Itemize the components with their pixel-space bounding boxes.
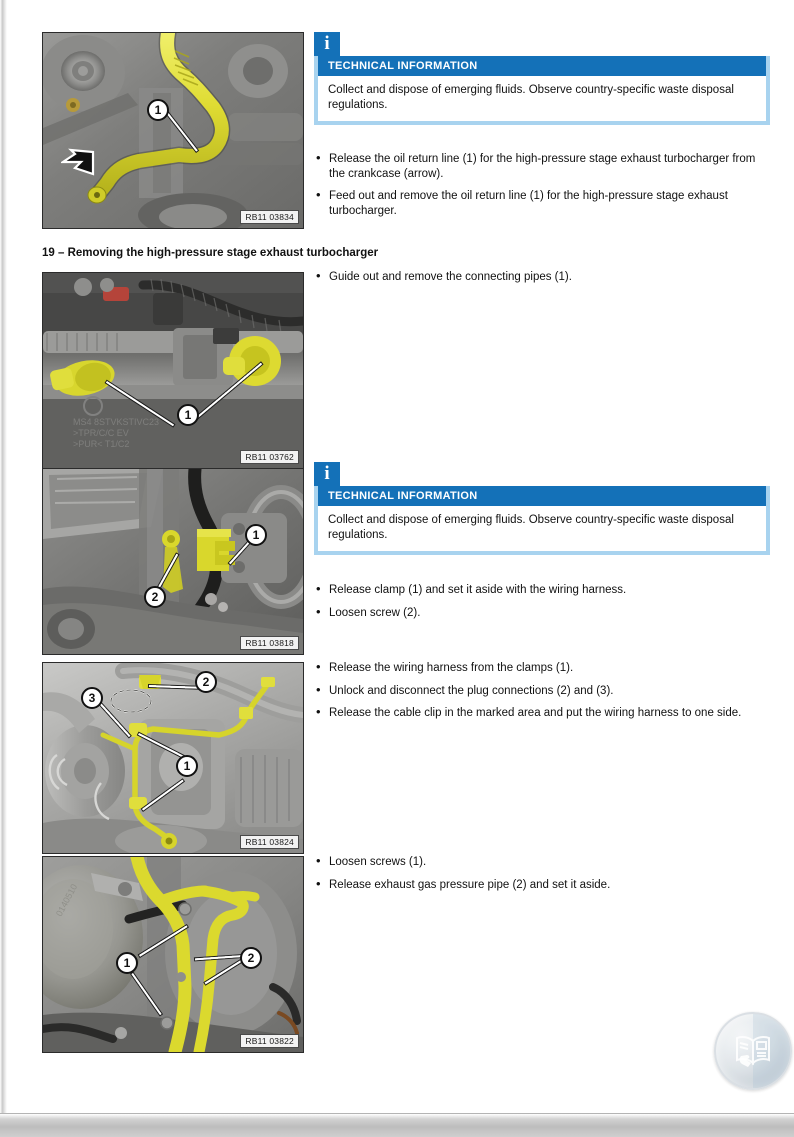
figure-1[interactable] xyxy=(42,32,304,229)
list-item: • Release the oil return line (1) for the high-pressure stage exhaust turbocharger from the crankcase (arrow). xyxy=(314,152,770,181)
info-box-2-body: Collect and dispose of emerging fluids. Observe country-specific waste disposal regulations. xyxy=(318,506,766,551)
figure-5-callout-2: 2 xyxy=(240,947,262,969)
list-item: • Release the wiring harness from the clamps (1). xyxy=(314,661,770,676)
figure-4[interactable] xyxy=(42,662,304,854)
list-item: • Release exhaust gas pressure pipe (2) and set it aside. xyxy=(314,878,770,893)
bullet-list-1 xyxy=(314,152,770,218)
figure-3[interactable] xyxy=(42,468,304,655)
svg-text:>PUR< T1/C2: >PUR< T1/C2 xyxy=(73,439,130,449)
bullet-list-3 xyxy=(314,583,770,620)
book-hand-icon xyxy=(730,1032,776,1070)
figure-1-photo xyxy=(43,33,303,228)
info-box-1-body: Collect and dispose of emerging fluids. Observe country-specific waste disposal regulations. xyxy=(318,76,766,121)
figure-4-caption: RB11 03824 xyxy=(240,835,299,849)
technical-information-box-1 xyxy=(314,32,770,125)
info-box-1-title: TECHNICAL INFORMATION xyxy=(318,56,766,76)
figure-3-callout-1: 1 xyxy=(245,524,267,546)
bullet-list-2-wrap xyxy=(314,270,770,293)
figure-1-caption: RB11 03834 xyxy=(240,210,299,224)
svg-text:>TPR/C/C EV: >TPR/C/C EV xyxy=(73,428,129,438)
bullet-list-5 xyxy=(314,855,770,892)
figure-2-photo xyxy=(43,273,303,468)
bullet-list-1-wrap xyxy=(314,152,770,226)
figure-5-photo xyxy=(43,857,303,1052)
figure-2-callout-1: 1 xyxy=(177,404,199,426)
information-i-icon: i xyxy=(314,462,340,486)
manual-book-watermark xyxy=(714,1012,792,1090)
figure-2[interactable] xyxy=(42,272,304,469)
page-title: 19 – Removing the high-pressure stage exhaust turbocharger xyxy=(42,247,379,259)
figure-3-caption: RB11 03818 xyxy=(240,636,299,650)
figure-3-callout-2: 2 xyxy=(144,586,166,608)
bullet-list-2 xyxy=(314,270,770,285)
bullet-list-5-wrap xyxy=(314,855,770,900)
figure-4-callout-3: 3 xyxy=(81,687,103,709)
bullet-list-4-wrap xyxy=(314,661,770,729)
technical-information-box-2 xyxy=(314,462,770,555)
info-box-2-title: TECHNICAL INFORMATION xyxy=(318,486,766,506)
figure-5-caption: RB11 03822 xyxy=(240,1034,299,1048)
list-item: • Loosen screws (1). xyxy=(314,855,770,870)
figure-1-callout-1: 1 xyxy=(147,99,169,121)
list-item: • Guide out and remove the connecting pipes (1). xyxy=(314,270,770,285)
figure-4-callout-2: 2 xyxy=(195,671,217,693)
information-i-icon: i xyxy=(314,32,340,56)
list-item: • Loosen screw (2). xyxy=(314,606,770,621)
svg-text:MS4 8STVKSTIVC23: MS4 8STVKSTIVC23 xyxy=(73,417,160,427)
svg-text:0140510: 0140510 xyxy=(53,882,80,918)
list-item: • Feed out and remove the oil return line (1) for the high-pressure stage exhaust turbocharger. xyxy=(314,189,770,218)
list-item: • Unlock and disconnect the plug connections (2) and (3). xyxy=(314,684,770,699)
bullet-list-3-wrap xyxy=(314,583,770,628)
figure-1-arrow-marker xyxy=(61,148,95,178)
figure-4-callout-1: 1 xyxy=(176,755,198,777)
list-item: • Release clamp (1) and set it aside with the wiring harness. xyxy=(314,583,770,598)
figure-2-caption: RB11 03762 xyxy=(240,450,299,464)
list-item: • Release the cable clip in the marked area and put the wiring harness to one side. xyxy=(314,706,770,721)
figure-5[interactable] xyxy=(42,856,304,1053)
info-box-1-frame xyxy=(314,56,770,125)
page-bottom-edge-shadow xyxy=(0,1113,794,1137)
bullet-list-4 xyxy=(314,661,770,721)
info-box-2-frame xyxy=(314,486,770,555)
figure-5-callout-1: 1 xyxy=(116,952,138,974)
